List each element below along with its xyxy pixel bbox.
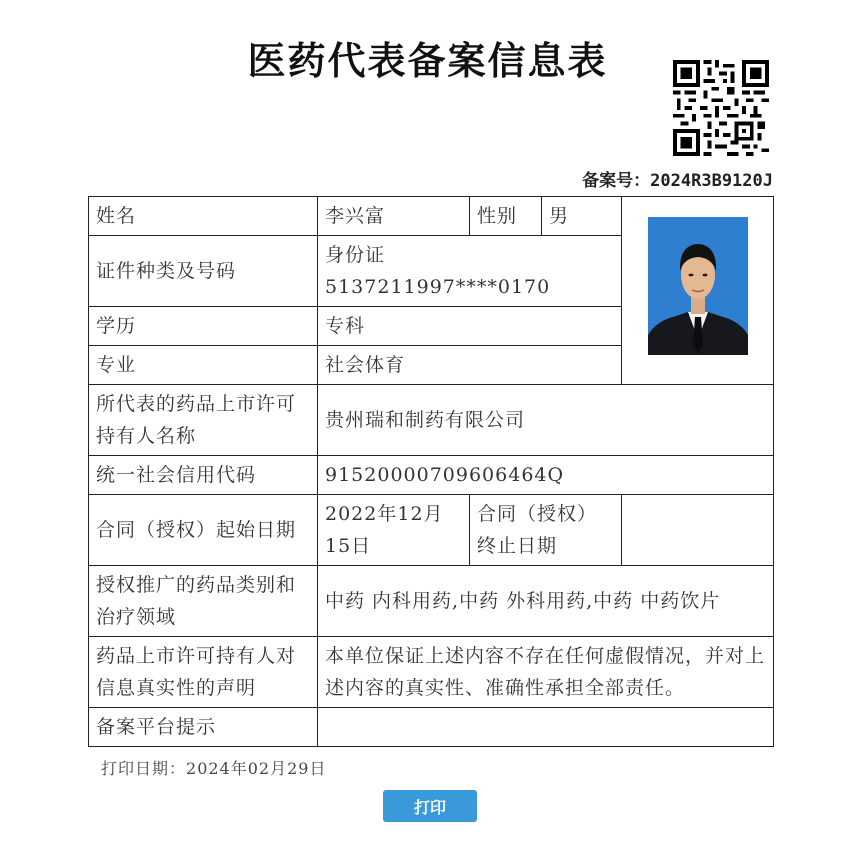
value-id-type-no: 身份证 5137211997****0170 bbox=[318, 236, 622, 307]
row-declaration bbox=[89, 637, 774, 708]
value-holder-name: 贵州瑞和制药有限公司 bbox=[318, 385, 774, 456]
value-platform-tip bbox=[318, 708, 774, 747]
value-gender: 男 bbox=[542, 197, 622, 236]
row-platform-tip bbox=[89, 708, 774, 747]
print-date bbox=[101, 756, 326, 779]
page-title: 医药代表备案信息表 bbox=[247, 38, 608, 83]
print-date-label: 打印日期： bbox=[101, 759, 187, 778]
value-contract-end bbox=[622, 495, 774, 566]
value-education: 专科 bbox=[318, 307, 622, 346]
label-contract-start: 合同（授权）起始日期 bbox=[89, 495, 318, 566]
label-name: 姓名 bbox=[89, 197, 318, 236]
record-number-value: 2024R3B9120J bbox=[650, 171, 773, 191]
record-number-label: 备案号： bbox=[582, 171, 651, 191]
row-scope bbox=[89, 566, 774, 637]
value-scope: 中药 内科用药,中药 外科用药,中药 中药饮片 bbox=[318, 566, 774, 637]
id-photo bbox=[648, 217, 748, 355]
print-button[interactable]: 打印 bbox=[383, 790, 477, 822]
value-declaration: 本单位保证上述内容不存在任何虚假情况，并对上述内容的真实性、准确性承担全部责任。 bbox=[318, 637, 774, 708]
value-contract-start: 2022年12月15日 bbox=[318, 495, 470, 566]
row-holder bbox=[89, 385, 774, 456]
label-gender: 性别 bbox=[470, 197, 542, 236]
value-name: 李兴富 bbox=[318, 197, 470, 236]
value-major: 社会体育 bbox=[318, 346, 622, 385]
photo-cell bbox=[622, 197, 774, 385]
info-table bbox=[88, 196, 774, 747]
label-platform-tip: 备案平台提示 bbox=[89, 708, 318, 747]
label-contract-end: 合同（授权）终止日期 bbox=[470, 495, 622, 566]
label-scope: 授权推广的药品类别和治疗领域 bbox=[89, 566, 318, 637]
label-id-type-no: 证件种类及号码 bbox=[89, 236, 318, 307]
row-credit-code bbox=[89, 456, 774, 495]
row-name bbox=[89, 197, 774, 236]
row-contract bbox=[89, 495, 774, 566]
label-education: 学历 bbox=[89, 307, 318, 346]
print-date-value: 2024年02月29日 bbox=[186, 759, 327, 778]
value-credit-code: 91520000709606464Q bbox=[318, 456, 774, 495]
label-declaration: 药品上市许可持有人对信息真实性的声明 bbox=[89, 637, 318, 708]
qr-code-icon bbox=[673, 60, 769, 156]
label-credit-code: 统一社会信用代码 bbox=[89, 456, 318, 495]
label-major: 专业 bbox=[89, 346, 318, 385]
record-number bbox=[582, 166, 773, 191]
label-holder-name: 所代表的药品上市许可持有人名称 bbox=[89, 385, 318, 456]
